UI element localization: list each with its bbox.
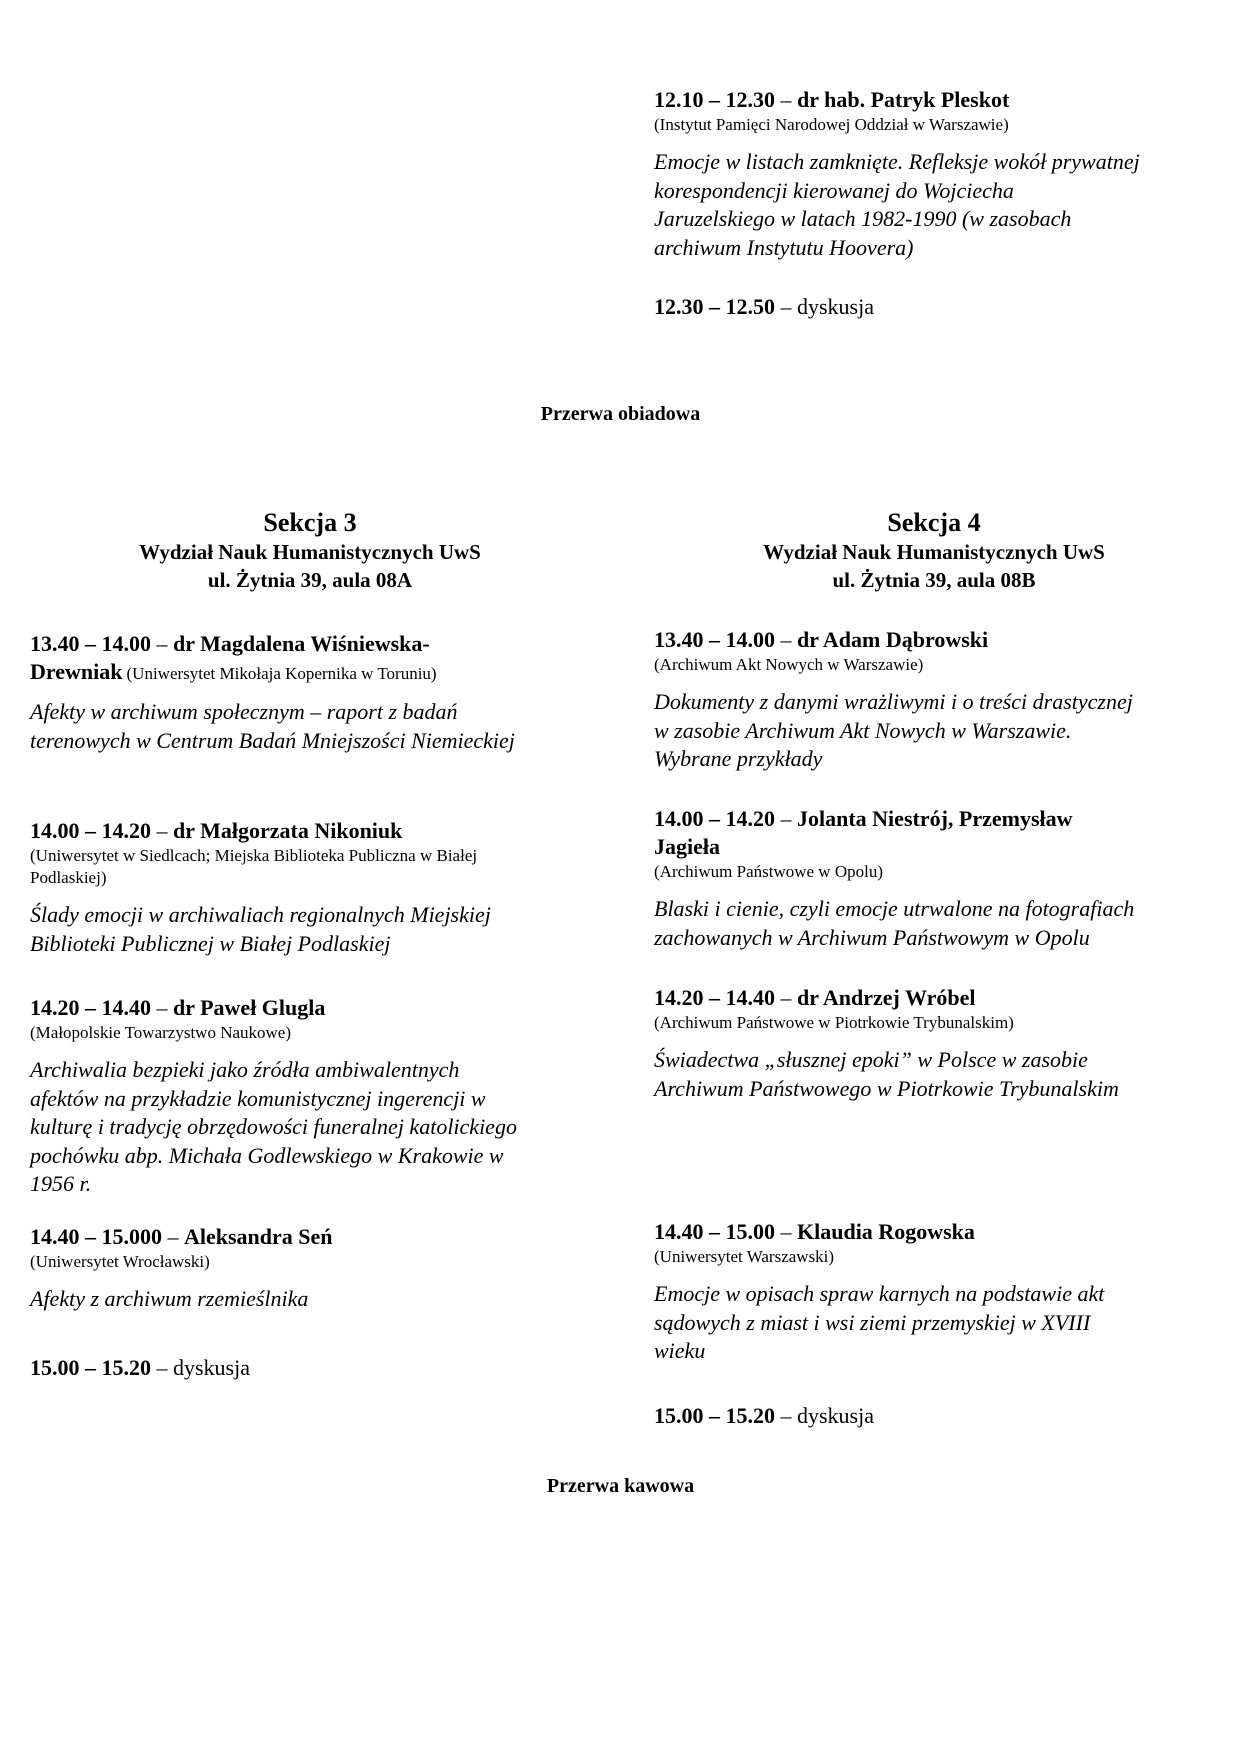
talk-pleskot: 12.10 – 12.30 – dr hab. Patryk Pleskot (Instytut Pamięci Narodowej Oddział w Warszawie) Emocje w listach zamknięte. Refleksje wokół prywatnej korespondencji kierowanej do Wojciecha Jaruzelskiego w latach 1982-1990 (w zasobach archiwum Instytutu Hoovera) — [654, 86, 1214, 262]
section-faculty: Wydział Nauk Humanistycznych UwS — [139, 540, 481, 564]
talk-time: 12.10 – 12.30 — [654, 87, 775, 112]
talk-s4-3: 14.20 – 14.40 – dr Andrzej Wróbel (Archiwum Państwowe w Piotrkowie Trybunalskim) Świadectwa „słusznej epoki” w Polsce w zasobie Archiwum Państwowego w Piotrkowie Trybunalskim — [654, 985, 1119, 1101]
talk-title: Emocje w listach zamknięte. Refleksje wokół prywatnej korespondencji kierowanej do Wojciecha Jaruzelskiego w latach 1982-1990 (w zasobach archiwum Instytutu Hoovera) — [654, 149, 1140, 260]
talk-s4-2: 14.00 – 14.20 – Jolanta Niestrój, Przemysław Jagieła (Archiwum Państwowe w Opolu) Blaski i cienie, czyli emocje utrwalone na fotografiach zachowanych w Archiwum Państwowym w Opolu — [654, 806, 1135, 950]
section-title: Sekcja 4 — [887, 508, 981, 537]
discussion-top: 12.30 – 12.50 – dyskusja — [654, 294, 874, 319]
discussion-s4: 15.00 – 15.20 – dyskusja — [654, 1403, 874, 1428]
talk-s3-2: 14.00 – 14.20 – dr Małgorzata Nikoniuk (Uniwersytet w Siedlcach; Miejska Biblioteka Publiczna w Białej Podlaskiej) Ślady emocji w archiwaliach regionalnych Miejskiej Biblioteki Publicznej w Białej Podlaskiej — [30, 818, 491, 956]
section-address: ul. Żytnia 39, aula 08A — [207, 568, 413, 592]
section-title: Sekcja 3 — [263, 508, 357, 537]
talk-s3-4: 14.40 – 15.000 – Aleksandra Seń (Uniwersytet Wrocławski) Afekty z archiwum rzemieślnika — [30, 1224, 333, 1311]
coffee-break: Przerwa kawowa — [546, 1475, 695, 1497]
section-faculty: Wydział Nauk Humanistycznych UwS — [763, 540, 1105, 564]
talk-s3-1: 13.40 – 14.00 – dr Magdalena Wiśniewska- Drewniak (Uniwersytet Mikołaja Kopernika w Toruniu) Afekty w archiwum społecznym – raport z badań terenowych w Centrum Badań Mniejszości Niemieckiej — [30, 631, 515, 753]
section-address: ul. Żytnia 39, aula 08B — [832, 568, 1036, 592]
section-4-header — [654, 508, 1214, 594]
talk-s4-4: 14.40 – 15.00 – Klaudia Rogowska (Uniwersytet Warszawski) Emocje w opisach spraw karnych na podstawie akt sądowych z miast i wsi ziemi przemyskiej w XVIII wieku — [654, 1219, 1105, 1363]
section-3-header — [30, 508, 590, 594]
talk-speaker: dr hab. Patryk Pleskot — [797, 87, 1010, 112]
talk-s4-1: 13.40 – 14.00 – dr Adam Dąbrowski (Archiwum Akt Nowych w Warszawie) Dokumenty z danymi wrażliwymi i o treści drastycznej w zasobie Archiwum Akt Nowych w Warszawie. Wybrane przykłady — [654, 627, 1133, 771]
discussion-s3: 15.00 – 15.20 – dyskusja — [30, 1355, 250, 1380]
talk-s3-3: 14.20 – 14.40 – dr Paweł Glugla (Małopolskie Towarzystwo Naukowe) Archiwalia bezpieki jako źródła ambiwalentnych afektów na przykładzie komunistycznej ingerencji w kulturę i tradycję obrzędowości funeralnej katolickiego pochówku abp. Michała Godlewskiego w Krakowie w 1956 r. — [30, 995, 517, 1196]
talk-affiliation: (Instytut Pamięci Narodowej Oddział w Warszawie) — [654, 115, 1009, 134]
lunch-break: Przerwa obiadowa — [540, 403, 701, 425]
